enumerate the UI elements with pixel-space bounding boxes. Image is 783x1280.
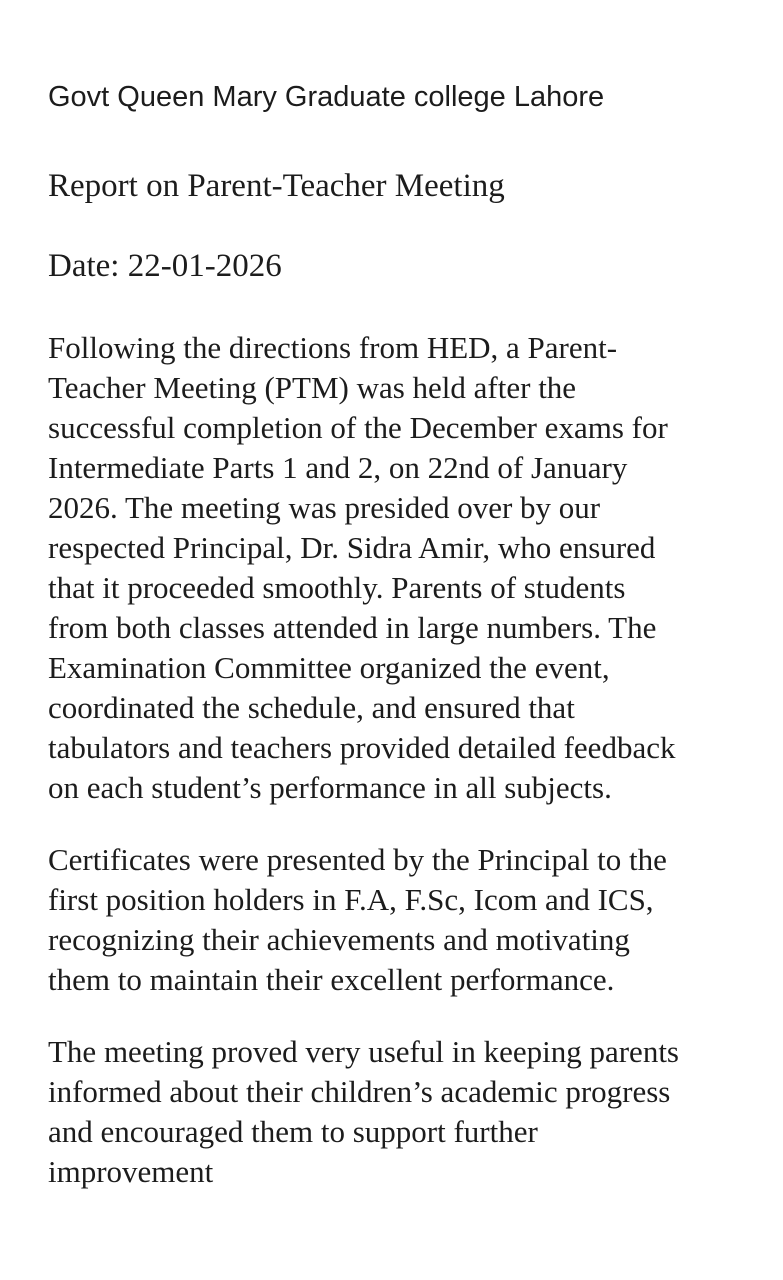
text-line: Following the directions from HED, a Parent- [48, 330, 618, 365]
text-line: coordinated the schedule, and ensured that [48, 690, 575, 725]
text-line: and encouraged them to support further [48, 1114, 538, 1149]
paragraph-conclusion [48, 1032, 763, 1192]
text-line: on each student’s performance in all subjects. [48, 770, 612, 805]
text-line: from both classes attended in large numbers. The [48, 610, 657, 645]
text-line: that it proceeded smoothly. Parents of students [48, 570, 626, 605]
text-line: Intermediate Parts 1 and 2, on 22nd of January [48, 450, 628, 485]
text-line: informed about their children’s academic progress [48, 1074, 671, 1109]
paragraph-certificates [48, 840, 763, 1000]
text-line: respected Principal, Dr. Sidra Amir, who ensured [48, 530, 656, 565]
report-date: Date: 22-01-2026 [48, 248, 282, 284]
paragraph-meeting-summary [48, 328, 763, 808]
report-title: Report on Parent-Teacher Meeting [48, 168, 505, 204]
text-line: tabulators and teachers provided detailed feedback [48, 730, 676, 765]
text-line: 2026. The meeting was presided over by our [48, 490, 601, 525]
college-title: Govt Queen Mary Graduate college Lahore [48, 81, 605, 113]
text-line: recognizing their achievements and motivating [48, 922, 630, 957]
text-line: Examination Committee organized the event, [48, 650, 610, 685]
text-line: successful completion of the December exams for [48, 410, 668, 445]
text-line: improvement [48, 1154, 214, 1189]
text-line: Teacher Meeting (PTM) was held after the [48, 370, 577, 405]
text-line: them to maintain their excellent performance. [48, 962, 615, 997]
text-line: The meeting proved very useful in keeping parents [48, 1034, 679, 1069]
text-line: first position holders in F.A, F.Sc, Icom and ICS, [48, 882, 654, 917]
text-line: Certificates were presented by the Principal to the [48, 842, 667, 877]
